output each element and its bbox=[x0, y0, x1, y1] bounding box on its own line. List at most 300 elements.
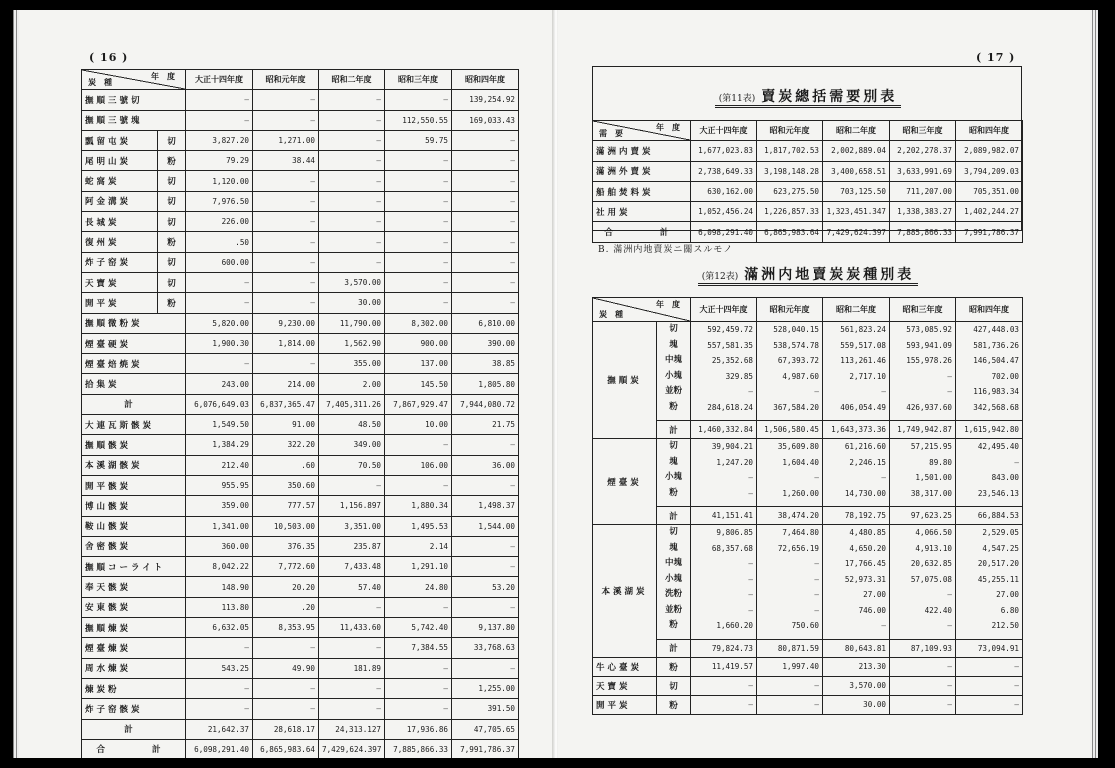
value-cell: 1,900.30 bbox=[186, 333, 253, 353]
value-cell: 1,341.00 bbox=[186, 516, 253, 536]
value-cell: — bbox=[253, 272, 319, 292]
value-cell: 7,433.48 bbox=[319, 557, 385, 577]
row-label: 滿洲内賣炭 bbox=[593, 141, 691, 161]
value-cell: — bbox=[452, 171, 519, 191]
value-cell: 1,120.00 bbox=[186, 171, 253, 191]
row-label: 大連瓦斯骸炭 bbox=[82, 415, 186, 435]
total-cell: 87,109.93 bbox=[890, 639, 956, 657]
value-cell: — bbox=[385, 252, 452, 272]
value-cell: 11,419.57 bbox=[691, 657, 757, 676]
value-cell: — bbox=[881, 473, 886, 482]
value-cell: 21.75 bbox=[452, 415, 519, 435]
row-label: 煙臺焙焼炭 bbox=[82, 354, 186, 374]
header-corner: 年 度 需 要 bbox=[593, 121, 691, 141]
page-number: ( 16 ) bbox=[89, 51, 129, 64]
row-label: 船舶焚料炭 bbox=[593, 181, 691, 201]
group-total-row bbox=[593, 639, 1023, 657]
value-cell: 4,066.50 bbox=[915, 528, 952, 537]
value-cell: 10.00 bbox=[385, 415, 452, 435]
value-cell: 212.50 bbox=[991, 621, 1019, 630]
value-cell: 113,261.46 bbox=[840, 356, 886, 365]
row-label: 撫順コーライト bbox=[82, 557, 186, 577]
value-cell: 3,351.00 bbox=[319, 516, 385, 536]
value-cell: 33,768.63 bbox=[452, 638, 519, 658]
value-cell: — bbox=[186, 110, 253, 130]
value-column bbox=[956, 439, 1023, 507]
value-cell: 422.40 bbox=[924, 605, 952, 615]
value-cell: 9,230.00 bbox=[253, 313, 319, 333]
value-cell: 2,202,278.37 bbox=[890, 141, 956, 161]
value-cell: 367,584.20 bbox=[773, 402, 819, 412]
value-cell: — bbox=[748, 488, 753, 498]
year-header: 昭和元年度 bbox=[757, 121, 823, 141]
year-header: 昭和二年度 bbox=[319, 70, 385, 90]
value-cell: 4,913.10 bbox=[915, 543, 952, 553]
value-cell: 350.60 bbox=[253, 475, 319, 495]
row-label: 鞍山骸炭 bbox=[82, 516, 186, 536]
value-cell: 777.57 bbox=[253, 496, 319, 516]
value-cell: 38.44 bbox=[253, 151, 319, 171]
value-cell: 20,517.20 bbox=[977, 559, 1019, 568]
value-column bbox=[823, 525, 890, 640]
value-cell: 5,742.40 bbox=[385, 618, 452, 638]
value-cell: 426,937.60 bbox=[906, 402, 952, 412]
value-cell: 1,156.897 bbox=[319, 496, 385, 516]
value-cell: 2.14 bbox=[385, 536, 452, 556]
year-header: 昭和四年度 bbox=[956, 298, 1023, 322]
value-cell: 45,255.11 bbox=[977, 574, 1019, 584]
value-cell: 139,254.92 bbox=[452, 90, 519, 110]
header-corner: 年 度 炭 種 bbox=[82, 70, 186, 90]
section-heading: B. 滿洲内地賣炭ニ關スルモノ bbox=[598, 245, 734, 255]
value-cell: — bbox=[319, 151, 385, 171]
value-cell: 1,498.37 bbox=[452, 496, 519, 516]
value-cell: — bbox=[881, 387, 886, 396]
value-cell: 6,865,983.64 bbox=[253, 739, 319, 758]
value-cell: 592,459.72 bbox=[707, 325, 753, 334]
year-header: 昭和三年度 bbox=[890, 298, 956, 322]
value-cell: 146,504.47 bbox=[973, 356, 1019, 365]
value-cell: — bbox=[186, 699, 253, 719]
value-cell: 52,973.31 bbox=[844, 574, 886, 584]
table-row bbox=[82, 496, 519, 516]
value-cell: 1,817,702.53 bbox=[757, 141, 823, 161]
value-cell: 47,705.65 bbox=[452, 719, 519, 739]
table-row bbox=[82, 354, 519, 374]
total-cell: 1,749,942.87 bbox=[890, 421, 956, 439]
value-cell: 427,448.03 bbox=[973, 325, 1019, 334]
row-label: 博山骸炭 bbox=[82, 496, 186, 516]
value-cell: 1,255.00 bbox=[452, 678, 519, 698]
value-cell: — bbox=[890, 676, 956, 695]
value-cell: 6.80 bbox=[1000, 605, 1019, 615]
value-cell: 6,865,983.64 bbox=[757, 222, 823, 242]
sub-type: 並粉 bbox=[664, 604, 682, 615]
value-cell: — bbox=[319, 699, 385, 719]
value-cell: — bbox=[253, 110, 319, 130]
table-row bbox=[82, 597, 519, 617]
value-cell: 235.87 bbox=[319, 536, 385, 556]
value-cell: 7,464.80 bbox=[782, 528, 819, 537]
value-cell: 155,978.26 bbox=[906, 356, 952, 365]
value-cell: — bbox=[890, 657, 956, 676]
value-cell: — bbox=[814, 559, 819, 568]
value-cell: 406,054.49 bbox=[840, 402, 886, 412]
sub-type: 塊 bbox=[669, 542, 678, 553]
value-cell: — bbox=[186, 293, 253, 313]
sub-type: 塊 bbox=[669, 339, 678, 350]
value-cell: 1,402,244.27 bbox=[956, 202, 1023, 222]
value-cell: 106.00 bbox=[385, 455, 452, 475]
total-cell: 80,643.81 bbox=[823, 639, 890, 657]
sub-type: 洗粉 bbox=[664, 589, 682, 599]
value-cell: — bbox=[253, 678, 319, 698]
value-cell: — bbox=[452, 658, 519, 678]
group-label: 煙臺炭 bbox=[593, 439, 657, 525]
row-label: 煙臺煉炭 bbox=[82, 638, 186, 658]
value-cell: 27.00 bbox=[996, 590, 1019, 599]
value-cell: 113.80 bbox=[186, 597, 253, 617]
value-cell: — bbox=[691, 676, 757, 695]
value-cell: 1,660.20 bbox=[716, 621, 753, 630]
value-cell: 573,085.92 bbox=[906, 325, 952, 334]
value-cell: — bbox=[319, 110, 385, 130]
row-unit: 切 bbox=[158, 272, 186, 292]
group-label: 撫順炭 bbox=[593, 322, 657, 439]
table-row bbox=[82, 252, 519, 272]
value-cell: 1,271.00 bbox=[253, 130, 319, 150]
value-cell: 57,215.95 bbox=[910, 442, 952, 451]
value-cell: 6,810.00 bbox=[452, 313, 519, 333]
value-cell: 1,549.50 bbox=[186, 415, 253, 435]
value-cell: — bbox=[319, 475, 385, 495]
sub-type: 中塊 bbox=[664, 558, 682, 568]
table-row bbox=[82, 110, 519, 130]
value-cell: 214.00 bbox=[253, 374, 319, 394]
value-cell: 543.25 bbox=[186, 658, 253, 678]
right-page bbox=[558, 10, 1092, 758]
value-cell: — bbox=[385, 475, 452, 495]
row-label: 奉天骸炭 bbox=[82, 577, 186, 597]
total-cell: 1,506,580.45 bbox=[757, 421, 823, 439]
value-cell: 557,581.35 bbox=[707, 340, 753, 350]
value-cell: 91.00 bbox=[253, 415, 319, 435]
value-cell: 181.89 bbox=[319, 658, 385, 678]
value-cell: 7,772.60 bbox=[253, 557, 319, 577]
value-cell: .60 bbox=[253, 455, 319, 475]
row-unit: 切 bbox=[657, 676, 691, 695]
row-label: 天寶炭 bbox=[82, 272, 158, 292]
value-cell: — bbox=[253, 638, 319, 658]
value-cell: 4,547.25 bbox=[982, 543, 1019, 553]
row-unit: 切 bbox=[158, 171, 186, 191]
table-row bbox=[82, 374, 519, 394]
value-cell: 1,544.00 bbox=[452, 516, 519, 536]
value-cell: 2,529.05 bbox=[982, 528, 1019, 537]
group-total-row bbox=[593, 507, 1023, 525]
row-label: 天寶炭 bbox=[593, 676, 657, 695]
value-cell: 9,137.80 bbox=[452, 618, 519, 638]
value-cell: 21,642.37 bbox=[186, 719, 253, 739]
year-header: 昭和元年度 bbox=[757, 298, 823, 322]
table-row bbox=[82, 678, 519, 698]
row-unit: 切 bbox=[158, 252, 186, 272]
value-cell: — bbox=[319, 171, 385, 191]
value-cell: — bbox=[319, 597, 385, 617]
value-cell: 9,806.85 bbox=[716, 528, 753, 537]
value-column bbox=[823, 322, 890, 421]
value-cell: — bbox=[385, 171, 452, 191]
value-cell: 3,827.20 bbox=[186, 130, 253, 150]
value-cell: 6,632.05 bbox=[186, 618, 253, 638]
total-cell: 1,460,332.84 bbox=[691, 421, 757, 439]
value-cell: — bbox=[319, 191, 385, 211]
value-cell: — bbox=[452, 475, 519, 495]
value-cell: — bbox=[319, 90, 385, 110]
value-cell: 70.50 bbox=[319, 455, 385, 475]
value-cell: — bbox=[452, 597, 519, 617]
value-cell: — bbox=[385, 90, 452, 110]
value-cell: 67,393.72 bbox=[777, 356, 819, 365]
value-cell: — bbox=[748, 590, 753, 599]
table-row bbox=[82, 333, 519, 353]
value-cell: 2,089,982.07 bbox=[956, 141, 1023, 161]
manchuria-coal-table bbox=[592, 297, 1023, 715]
value-cell: 843.00 bbox=[991, 473, 1019, 482]
value-cell: 623,275.50 bbox=[757, 181, 823, 201]
value-cell: 750.60 bbox=[791, 621, 819, 630]
sub-type: 切 bbox=[669, 324, 678, 334]
value-cell: 900.00 bbox=[385, 333, 452, 353]
row-unit: 粉 bbox=[657, 695, 691, 714]
value-cell: 7,991,786.37 bbox=[956, 222, 1023, 242]
value-cell: — bbox=[748, 473, 753, 482]
value-cell: 25,352.68 bbox=[711, 356, 753, 365]
table-row bbox=[82, 171, 519, 191]
sub-type: 小塊 bbox=[664, 370, 682, 381]
value-cell: — bbox=[385, 678, 452, 698]
value-cell: 4,650.20 bbox=[849, 543, 886, 553]
value-cell: 1,562.90 bbox=[319, 333, 385, 353]
value-cell: — bbox=[253, 171, 319, 191]
value-cell: 593,941.09 bbox=[906, 340, 952, 350]
value-cell: — bbox=[319, 678, 385, 698]
row-label: 滿洲外賣炭 bbox=[593, 161, 691, 181]
value-cell: 11,433.60 bbox=[319, 618, 385, 638]
value-cell: — bbox=[385, 597, 452, 617]
value-cell: 746.00 bbox=[858, 605, 886, 615]
value-cell: — bbox=[385, 293, 452, 313]
total-cell: 80,871.59 bbox=[757, 639, 823, 657]
value-cell: 36.00 bbox=[452, 455, 519, 475]
value-cell: 359.00 bbox=[186, 496, 253, 516]
row-label: 計 bbox=[82, 394, 186, 414]
value-cell: — bbox=[186, 638, 253, 658]
year-header: 昭和三年度 bbox=[385, 70, 452, 90]
demand-table bbox=[592, 120, 1023, 243]
row-unit: 粉 bbox=[158, 151, 186, 171]
value-cell: — bbox=[385, 212, 452, 232]
row-label: 撫順微粉炭 bbox=[82, 313, 186, 333]
row-label: 尾明山炭 bbox=[82, 151, 158, 171]
value-column bbox=[757, 525, 823, 640]
row-label: 煙臺硬炭 bbox=[82, 333, 186, 353]
row-label: 阿金溝炭 bbox=[82, 191, 158, 211]
value-cell: — bbox=[452, 232, 519, 252]
value-cell: — bbox=[385, 191, 452, 211]
value-cell: 711,207.00 bbox=[890, 181, 956, 201]
value-cell: 42,495.40 bbox=[977, 442, 1019, 451]
table-row bbox=[82, 435, 519, 455]
row-label: 開平炭 bbox=[593, 695, 657, 714]
sub-type: 粉 bbox=[669, 401, 678, 412]
value-cell: 2,738,649.33 bbox=[691, 161, 757, 181]
row-label: 社用炭 bbox=[593, 202, 691, 222]
value-cell: 955.95 bbox=[186, 475, 253, 495]
value-cell: — bbox=[253, 90, 319, 110]
value-cell: — bbox=[757, 676, 823, 695]
row-unit: 粉 bbox=[158, 293, 186, 313]
value-cell: 14,730.00 bbox=[844, 488, 886, 498]
value-cell: 702.00 bbox=[991, 371, 1019, 381]
value-cell: 212.40 bbox=[186, 455, 253, 475]
table-row bbox=[82, 212, 519, 232]
table-row bbox=[82, 577, 519, 597]
value-cell: 1,880.34 bbox=[385, 496, 452, 516]
total-cell: 1,615,942.80 bbox=[956, 421, 1023, 439]
value-cell: 89.80 bbox=[929, 457, 952, 467]
value-cell: 116,983.34 bbox=[973, 387, 1019, 396]
value-cell: 390.00 bbox=[452, 333, 519, 353]
row-unit: 切 bbox=[158, 130, 186, 150]
value-cell: — bbox=[757, 695, 823, 714]
value-cell: 561,823.24 bbox=[840, 325, 886, 334]
value-cell: — bbox=[253, 212, 319, 232]
value-cell: 28,618.17 bbox=[253, 719, 319, 739]
value-cell: — bbox=[1014, 457, 1019, 467]
value-column bbox=[823, 439, 890, 507]
value-cell: 1,323,451.347 bbox=[823, 202, 890, 222]
value-cell: — bbox=[319, 130, 385, 150]
value-cell: 1,052,456.24 bbox=[691, 202, 757, 222]
value-cell: 6,098,291.40 bbox=[186, 739, 253, 758]
total-label: 計 bbox=[657, 507, 691, 525]
value-cell: 7,429,624.397 bbox=[823, 222, 890, 242]
value-cell: — bbox=[814, 387, 819, 396]
row-label: 撫順三號塊 bbox=[82, 110, 186, 130]
value-cell: 1,247.20 bbox=[716, 457, 753, 467]
value-cell: 27.00 bbox=[863, 590, 886, 599]
value-cell: — bbox=[748, 574, 753, 584]
value-cell: 17,936.86 bbox=[385, 719, 452, 739]
value-cell: 48.50 bbox=[319, 415, 385, 435]
value-cell: — bbox=[947, 387, 952, 396]
year-header: 昭和四年度 bbox=[956, 121, 1023, 141]
row-label: 炸子窑骸炭 bbox=[82, 699, 186, 719]
table-row bbox=[593, 695, 1023, 714]
value-cell: — bbox=[253, 191, 319, 211]
value-cell: — bbox=[452, 272, 519, 292]
value-column bbox=[956, 322, 1023, 421]
table-row bbox=[82, 638, 519, 658]
value-cell: — bbox=[385, 151, 452, 171]
value-cell: — bbox=[385, 232, 452, 252]
table-row bbox=[82, 618, 519, 638]
value-cell: — bbox=[253, 354, 319, 374]
value-cell: 3,400,658.51 bbox=[823, 161, 890, 181]
value-cell: 20.20 bbox=[253, 577, 319, 597]
value-cell: 17,766.45 bbox=[844, 559, 886, 568]
value-cell: — bbox=[748, 559, 753, 568]
value-cell: 600.00 bbox=[186, 252, 253, 272]
total-label: 計 bbox=[657, 639, 691, 657]
value-cell: .50 bbox=[186, 232, 253, 252]
value-cell: 20,632.85 bbox=[910, 559, 952, 568]
sub-type: 並粉 bbox=[664, 386, 682, 396]
table-row bbox=[82, 394, 519, 414]
value-cell: — bbox=[385, 272, 452, 292]
row-label: 安東骸炭 bbox=[82, 597, 186, 617]
value-cell: 630,162.00 bbox=[691, 181, 757, 201]
year-header: 昭和二年度 bbox=[823, 298, 890, 322]
value-cell: 226.00 bbox=[186, 212, 253, 232]
total-cell: 79,824.73 bbox=[691, 639, 757, 657]
value-cell: 112,550.55 bbox=[385, 110, 452, 130]
value-cell: 145.50 bbox=[385, 374, 452, 394]
row-label: 撫順三號切 bbox=[82, 90, 186, 110]
value-cell: 7,991,786.37 bbox=[452, 739, 519, 758]
table-row bbox=[593, 676, 1023, 695]
value-cell: 538,574.78 bbox=[773, 340, 819, 350]
table-row bbox=[82, 90, 519, 110]
row-label: 撫順骸炭 bbox=[82, 435, 186, 455]
value-cell: 1,384.29 bbox=[186, 435, 253, 455]
table-row bbox=[82, 557, 519, 577]
value-cell: 8,353.95 bbox=[253, 618, 319, 638]
total-cell: 78,192.75 bbox=[823, 507, 890, 525]
value-cell: 39,904.21 bbox=[711, 442, 753, 451]
value-cell: 6,837,365.47 bbox=[253, 394, 319, 414]
value-cell: 1,501.00 bbox=[915, 473, 952, 482]
value-cell: 30.00 bbox=[823, 695, 890, 714]
value-column bbox=[691, 322, 757, 421]
coal-type-table bbox=[81, 69, 519, 758]
sub-type: 小塊 bbox=[664, 573, 682, 584]
year-header: 昭和四年度 bbox=[452, 70, 519, 90]
value-cell: — bbox=[452, 293, 519, 313]
value-cell: 559,517.08 bbox=[840, 340, 886, 350]
value-cell: 705,351.00 bbox=[956, 181, 1023, 201]
value-cell: 1,677,023.83 bbox=[691, 141, 757, 161]
total-cell: 73,094.91 bbox=[956, 639, 1023, 657]
sub-type: 粉 bbox=[669, 620, 678, 630]
value-cell: 360.00 bbox=[186, 536, 253, 556]
value-cell: — bbox=[186, 272, 253, 292]
value-cell: 342,568.68 bbox=[973, 402, 1019, 412]
value-cell: 59.75 bbox=[385, 130, 452, 150]
value-cell: — bbox=[947, 371, 952, 381]
row-unit: 切 bbox=[158, 191, 186, 211]
value-column bbox=[757, 322, 823, 421]
table-row bbox=[82, 293, 519, 313]
table-row bbox=[82, 719, 519, 739]
value-cell: — bbox=[452, 130, 519, 150]
row-label: 拾集炭 bbox=[82, 374, 186, 394]
table-row bbox=[82, 313, 519, 333]
total-cell: 1,643,373.36 bbox=[823, 421, 890, 439]
row-label: 長城炭 bbox=[82, 212, 158, 232]
value-cell: 349.00 bbox=[319, 435, 385, 455]
